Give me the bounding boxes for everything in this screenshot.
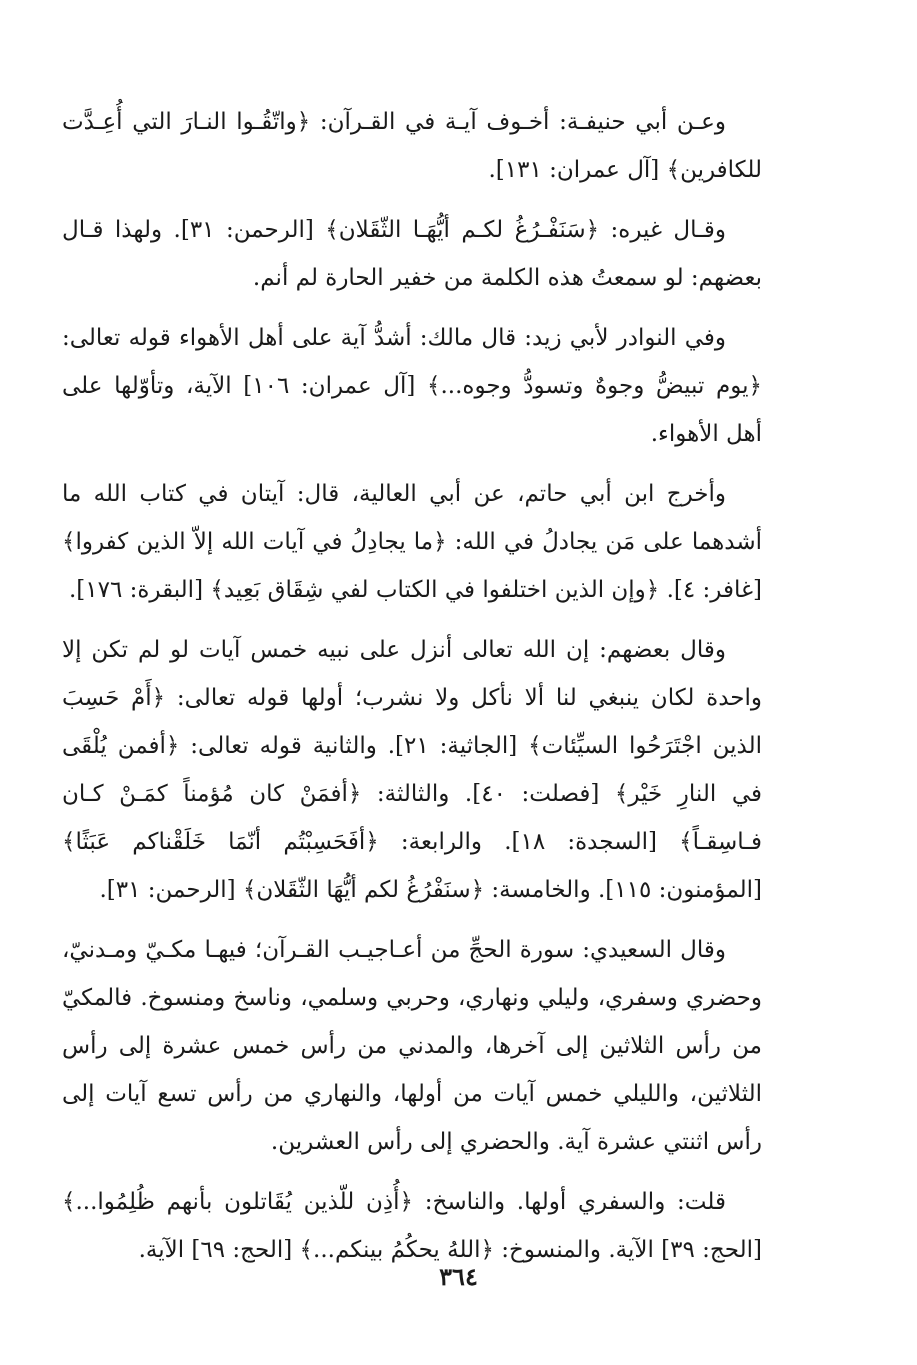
body-text [62, 98, 762, 1286]
paragraph-saidi: وقال السعيدي: سورة الحجِّ من أعـاجيـب القـرآن؛ فيهـا مكـيّ ومـدنيّ، وحضري وسفري، وليلي ونهاري، وحربي وسلمي، وناسخ ومنسوخ. فالمكيّ من رأس الثلاثين إلى آخرها، والمدني من رأس خمس عشرة إلى رأس الثلاثين، والليلي خمس آيات من أولها، والنهاري من رأس تسع آيات إلى رأس اثنتي عشرة آية. والحضري إلى رأس العشرين. [62, 937, 762, 1155]
paragraph-nawadir: وفي النوادر لأبي زيد: قال مالك: أشدُّ آية على أهل الأهواء قوله تعالى: ﴿يوم تبيضُّ وجوهٌ وتسودُّ وجوه...﴾ [آل عمران: ١٠٦] الآية، وتأوّلها على أهل الأهواء. [62, 325, 762, 447]
paragraph-nasikh: قلت: والسفري أولها. والناسخ: ﴿أُذِن للّذين يُقَاتلون بأنهم ظُلِمُوا...﴾ [الحج: ٣٩] الآية. والمنسوخ: ﴿اللهُ يحكُمُ بينكم...﴾ [الحج: ٦٩] الآية. [62, 1189, 762, 1263]
paragraph-abi-hatim: وأخرج ابن أبي حاتم، عن أبي العالية، قال: آيتان في كتاب الله ما أشدهما على مَن يجادلُ في الله: ﴿ما يجادِلُ في آيات الله إلاّ الذين كفروا﴾ [غافر: ٤]. ﴿وإن الذين اختلفوا في الكتاب لفي شِقَاق بَعِيد﴾ [البقرة: ١٧٦]. [62, 481, 762, 603]
paragraph-abu-hanifa: وعـن أبي حنيفـة: أخـوف آيـة في القـرآن: ﴿واتّقُـوا النـارَ التي أُعِـدَّت للكافرين﴾ [آل عمران: ١٣١]. [62, 109, 762, 183]
page-number: ٣٦٤ [439, 1262, 478, 1291]
paragraph-five-verses: وقال بعضهم: إن الله تعالى أنزل على نبيه خمس آيات لو لم تكن إلا واحدة لكان ينبغي لنا ألا نأكل ولا نشرب؛ أولها قوله تعالى: ﴿أَمْ حَسِبَ الذين اجْتَرَحُوا السيِّئات﴾ [الجاثية: ٢١]. والثانية قوله تعالى: ﴿أفمن يُلْقَى في النارِ خَيْر﴾ [فصلت: ٤٠]. والثالثة: ﴿أفمَنْ كان مُؤمناً كمَـنْ كـان فـاسِقـاً﴾ [السجدة: ١٨]. والرابعة: ﴿أفَحَسِبْتُم أنّمَا خَلَقْناكم عَبَثًا﴾ [المؤمنون: ١١٥]. والخامسة: ﴿سنَفْرُغُ لكم أيُّهَا الثّقَلان﴾ [الرحمن: ٣١]. [62, 637, 762, 903]
paragraph-ar-rahman: وقـال غيره: ﴿سَنَفْـرُغُ لكـم أيُّهَـا الثّقَلان﴾ [الرحمن: ٣١]. ولهذا قـال بعضهم: لو سمعتُ هذه الكلمة من خفير الحارة لم أنم. [62, 217, 762, 291]
